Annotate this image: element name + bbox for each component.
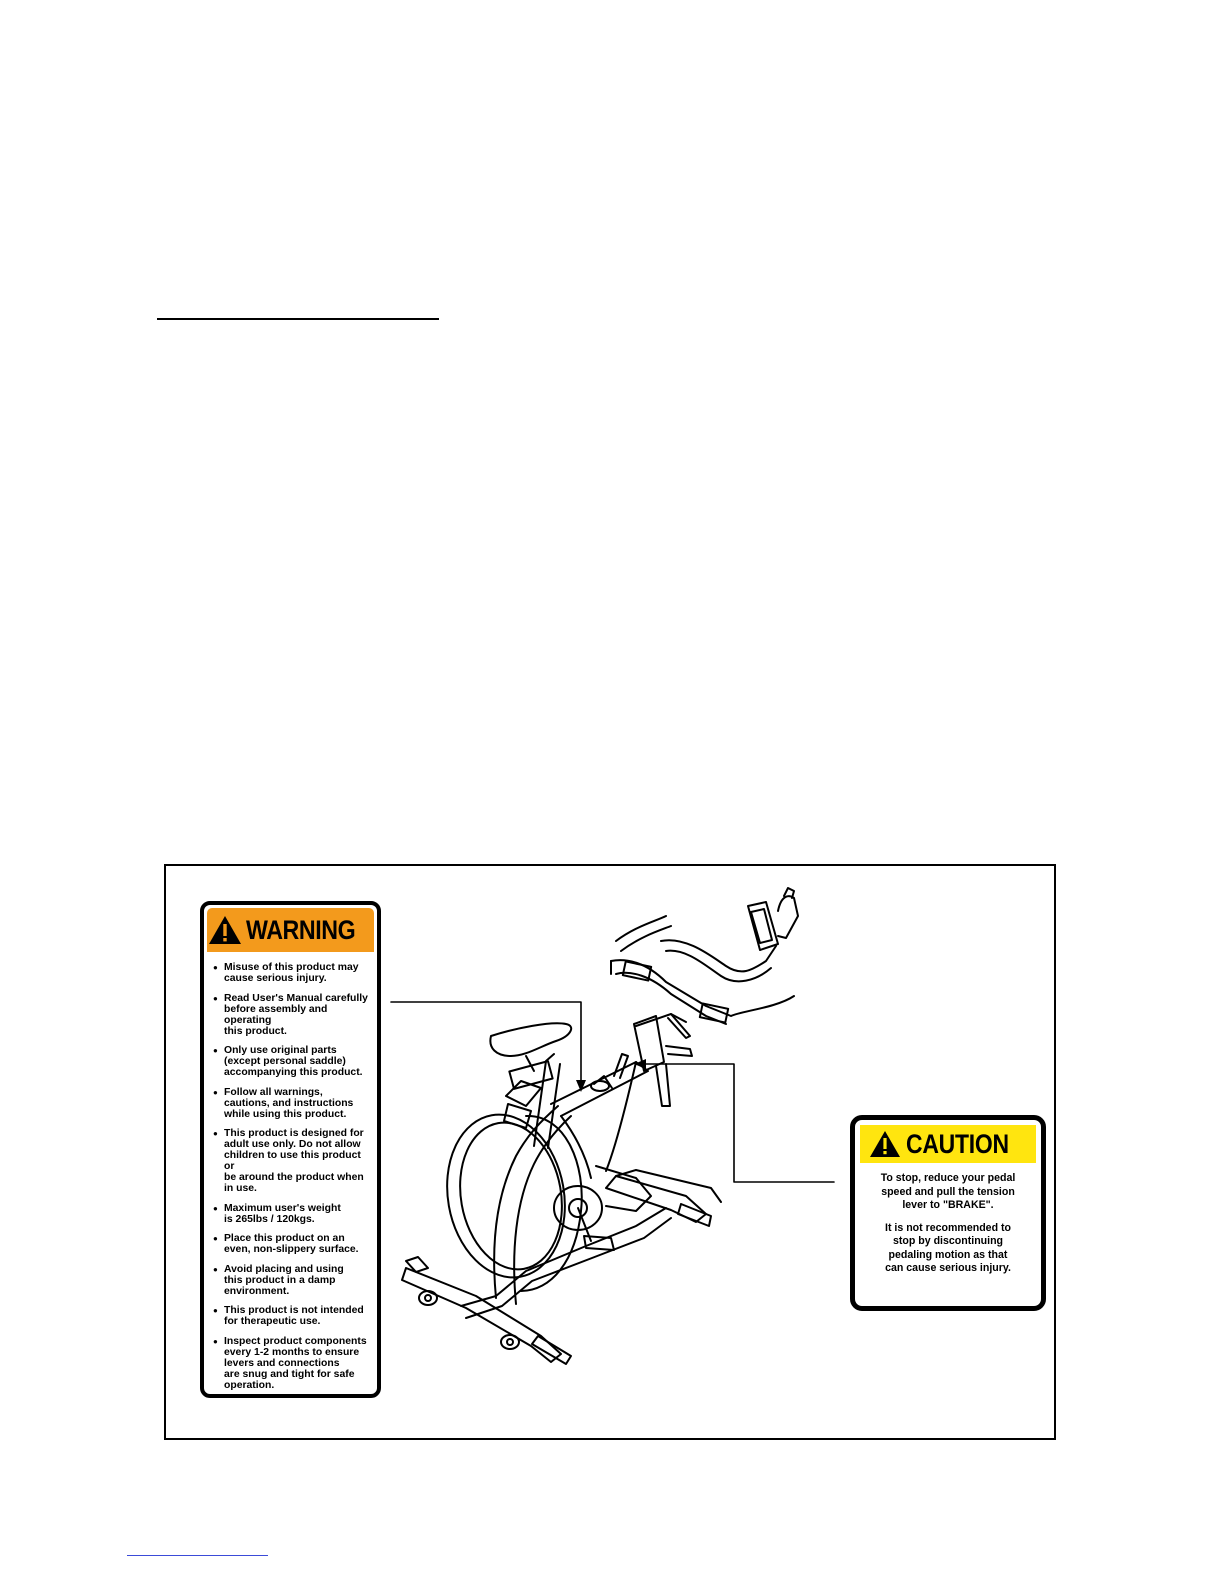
section-heading-underline [157,318,439,320]
caution-title: CAUTION [906,1128,1009,1159]
warning-item: ● Only use original parts (except personal saddle) accompanying this product. [213,1045,373,1078]
warning-item: ● Avoid placing and using this product in a damp environment. [213,1264,373,1297]
safety-labels-figure [164,864,1056,1440]
warning-item: ● Misuse of this product may cause serious injury. [213,962,373,984]
warning-item: ● Place this product on an even, non-slippery surface. [213,1233,373,1255]
warning-label [200,901,381,1398]
warning-item: ● Read User's Manual carefully before assembly and operating this product. [213,993,373,1037]
warning-triangle-icon [208,915,242,945]
caution-instruction-text: To stop, reduce your pedal speed and pull the tension lever to "BRAKE". [880,1172,1016,1211]
footer-link-underline [127,1555,268,1556]
caution-leader-line [640,1064,834,1182]
warning-item: ● Follow all warnings, cautions, and instructions while using this product. [213,1087,373,1120]
warning-header [207,908,374,952]
warning-list [204,962,377,1391]
caution-warning-text: It is not recommended to stop by discontinuing pedaling motion as that can cause serious injury. [885,1221,1011,1274]
caution-triangle-icon [869,1130,901,1158]
warning-item: ● Inspect product components every 1-2 months to ensure levers and connections are snug and tight for safe operation. [213,1336,373,1391]
warning-item: ● This product is designed for adult use only. Do not allow children to use this product or be around the product when in use. [213,1128,373,1194]
caution-label [850,1115,1046,1311]
warning-item: ● This product is not intended for therapeutic use. [213,1305,373,1327]
caution-header [860,1125,1036,1163]
warning-title: WARNING [246,914,356,945]
warning-item: ● Maximum user's weight is 265lbs / 120kgs. [213,1203,373,1225]
warning-leader-line [391,1002,581,1086]
